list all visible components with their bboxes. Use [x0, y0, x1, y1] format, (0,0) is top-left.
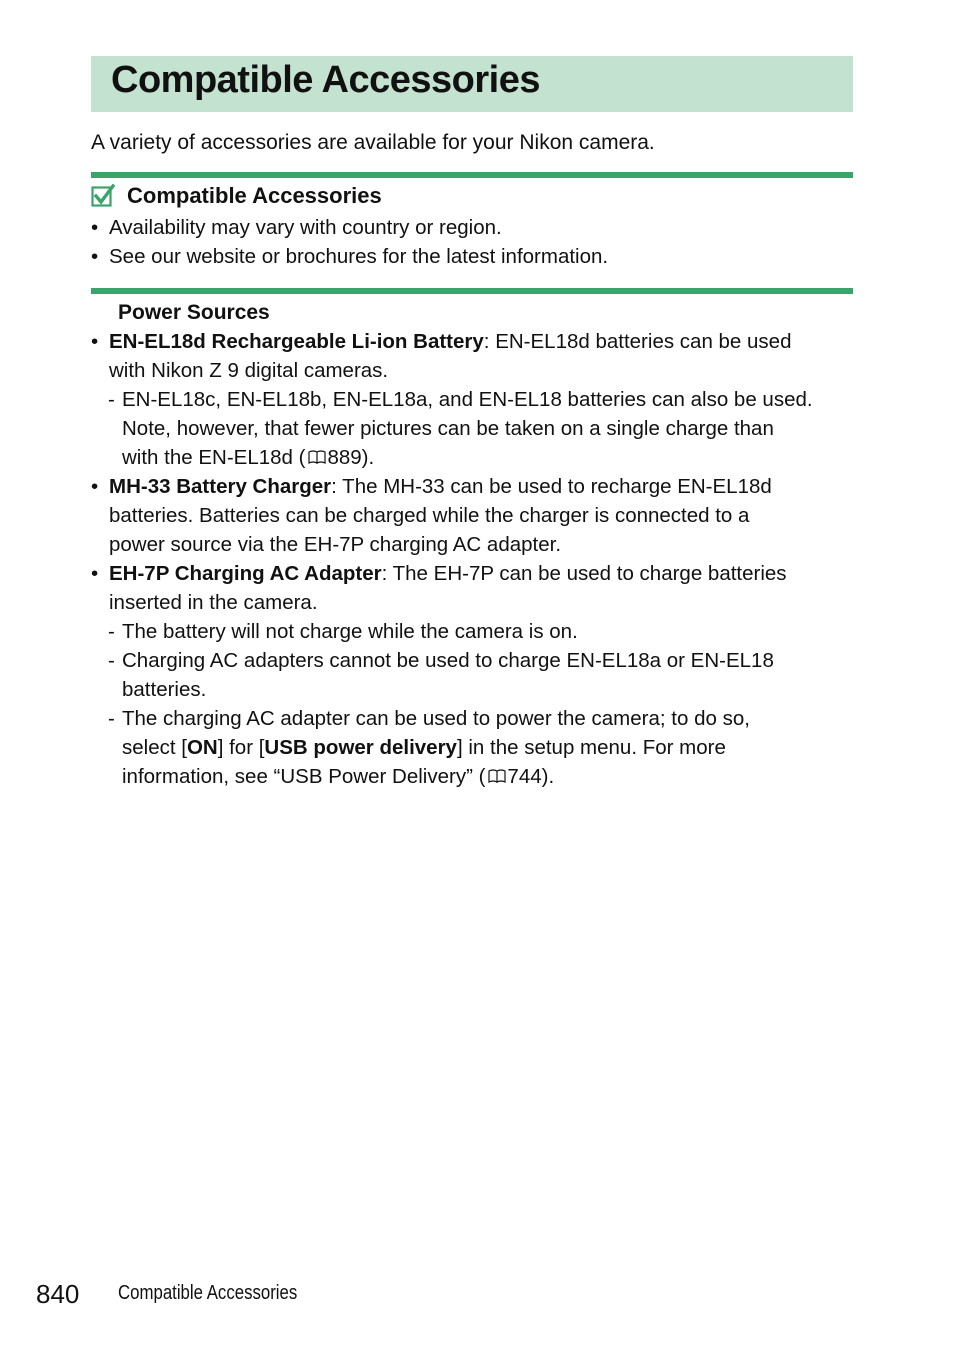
battery-name: EN-EL18d Rechargeable Li-ion Battery: [109, 330, 484, 353]
bullet: •: [91, 330, 99, 353]
bullet: •: [91, 245, 99, 268]
note-list: [91, 213, 861, 271]
intro-text: A variety of accessories are available for your Nikon camera.: [91, 131, 655, 154]
book-icon: [487, 768, 507, 784]
dash: -: [108, 620, 115, 643]
bullet: •: [91, 475, 99, 498]
on-option: ON: [186, 736, 218, 759]
note-bottom-rule: [91, 288, 853, 294]
check-icon: [91, 184, 115, 208]
page-title: Compatible Accessories: [111, 59, 540, 101]
bullet: •: [91, 216, 99, 239]
usb-power-delivery-item: USB power delivery: [264, 736, 457, 759]
page-ref-link[interactable]: 889: [327, 446, 362, 469]
page-number: 840: [36, 1279, 80, 1309]
sub-item: - EN-EL18c, EN-EL18b, EN-EL18a, and EN-EL18 batteries can also be used. Note, however, that fewer pictures can be taken on a single charge than with the EN-EL18d ( 889).: [91, 385, 861, 472]
page-ref-link[interactable]: 744: [507, 765, 542, 788]
list-item-charger: • MH-33 Battery Charger: The MH-33 can be used to recharge EN-EL18d batteries. Batteries can be charged while the charger is connected to a power source via the EH-7P charging AC adapter.: [91, 472, 861, 559]
dash: -: [108, 649, 115, 672]
bullet: •: [91, 562, 99, 585]
footer-section-label: Compatible Accessories: [118, 1282, 298, 1304]
dash: -: [108, 388, 115, 411]
book-icon: [307, 449, 327, 465]
sub-item: - The battery will not charge while the camera is on.: [91, 617, 861, 646]
note-heading: [91, 181, 382, 211]
list-item: • Availability may vary with country or region.: [91, 213, 861, 242]
dash: -: [108, 707, 115, 730]
section-heading-power-sources: Power Sources: [118, 301, 270, 324]
note-top-rule: [91, 172, 853, 178]
title-band: [91, 56, 853, 112]
note-heading-text: Compatible Accessories: [127, 183, 382, 208]
list-item-battery: • EN-EL18d Rechargeable Li-ion Battery: EN-EL18d batteries can be used with Nikon Z 9 digital cameras.: [91, 327, 861, 385]
charger-name: MH-33 Battery Charger: [109, 475, 332, 498]
list-item: • See our website or brochures for the latest information.: [91, 242, 861, 271]
sub-item: - Charging AC adapters cannot be used to charge EN-EL18a or EN-EL18 batteries.: [91, 646, 861, 704]
power-sources-list: [91, 327, 861, 791]
adapter-name: EH-7P Charging AC Adapter: [109, 562, 382, 585]
list-item-adapter: • EH-7P Charging AC Adapter: The EH-7P can be used to charge batteries inserted in the camera.: [91, 559, 861, 617]
sub-item: - The charging AC adapter can be used to power the camera; to do so, select [ON] for [USB power delivery] in the setup menu. For more information, see “USB Power Delivery” ( 744).: [91, 704, 861, 791]
